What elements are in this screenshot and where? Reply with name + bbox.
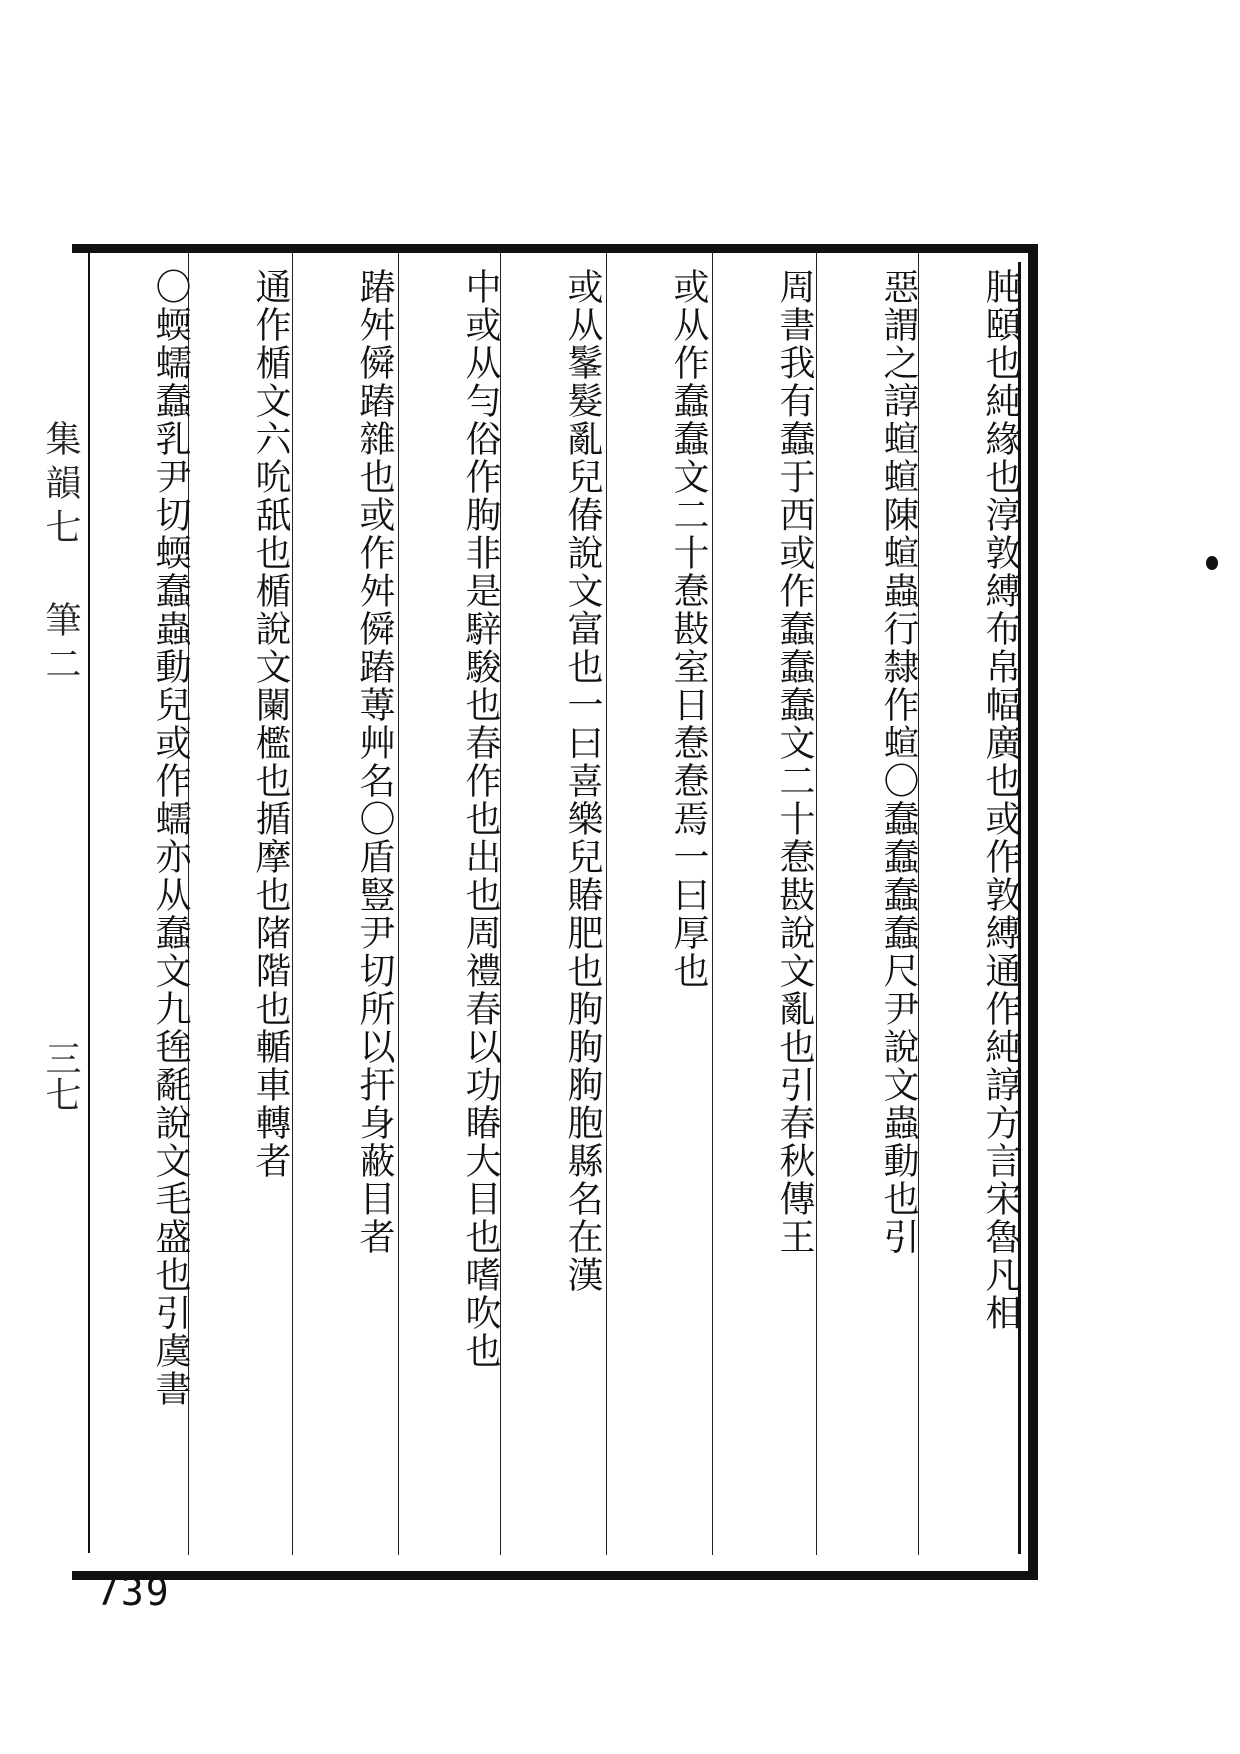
margin-book-title: 集韻七 筆二	[40, 420, 81, 689]
column-text: 肫頤也純緣也淳敦縛布帛幅廣也或作敦縛通作純諄方言宋魯凡相	[980, 268, 1021, 1332]
text-column-5	[504, 268, 604, 1556]
column-divider	[606, 253, 607, 1555]
column-text: 〇蝡蠕蠢乳尹切蝡蠢蟲動兒或作蠕亦从蠢文九毪氄說文毛盛也引虞書	[150, 268, 191, 1408]
text-column-4	[610, 268, 710, 1556]
column-divider	[292, 253, 293, 1555]
column-text: 中或从勻俗作朐非是騂駿也春作也出也周禮春以功睶大目也嗜吹也	[460, 268, 501, 1370]
column-text: 惡謂之諄蝖蝖陳蝖蟲行隸作蝖〇蠢蠢蠢蠢尺尹說文蟲動也引	[878, 268, 919, 1256]
scan-speck	[1206, 556, 1218, 570]
frame-left-border	[88, 253, 90, 1553]
page-number: 739	[96, 1570, 171, 1614]
column-divider	[816, 253, 817, 1555]
column-text: 或从髼髮亂兒偆說文富也一曰喜樂兒賰肥也朐朐胊胞縣名在漢	[562, 268, 603, 1294]
text-column-6	[402, 268, 502, 1556]
margin-leaf-mark: 三七	[40, 1040, 81, 1112]
text-column-3	[716, 268, 816, 1556]
column-divider	[398, 253, 399, 1555]
column-divider	[712, 253, 713, 1555]
frame-right-border	[1028, 244, 1038, 1571]
column-text: 踳舛僢蹖雜也或作舛僢蹖蒪艸名〇盾豎尹切所以扞身蔽目者	[354, 268, 395, 1256]
column-text: 或从作蠢蠢文二十惷㪛室日惷惷焉一曰厚也	[668, 268, 709, 990]
text-column-2	[820, 268, 920, 1556]
column-text: 周書我有蠢于西或作蠢蠢蠢文二十惷㪛說文亂也引春秋傳王	[774, 268, 815, 1256]
text-column-9	[92, 268, 192, 1556]
text-column-1	[922, 268, 1022, 1556]
column-text: 通作楯文六吮舐也楯說文闌檻也揗摩也陼階也輴車轉者	[250, 268, 291, 1180]
text-column-7	[296, 268, 396, 1556]
text-column-8	[192, 268, 292, 1556]
